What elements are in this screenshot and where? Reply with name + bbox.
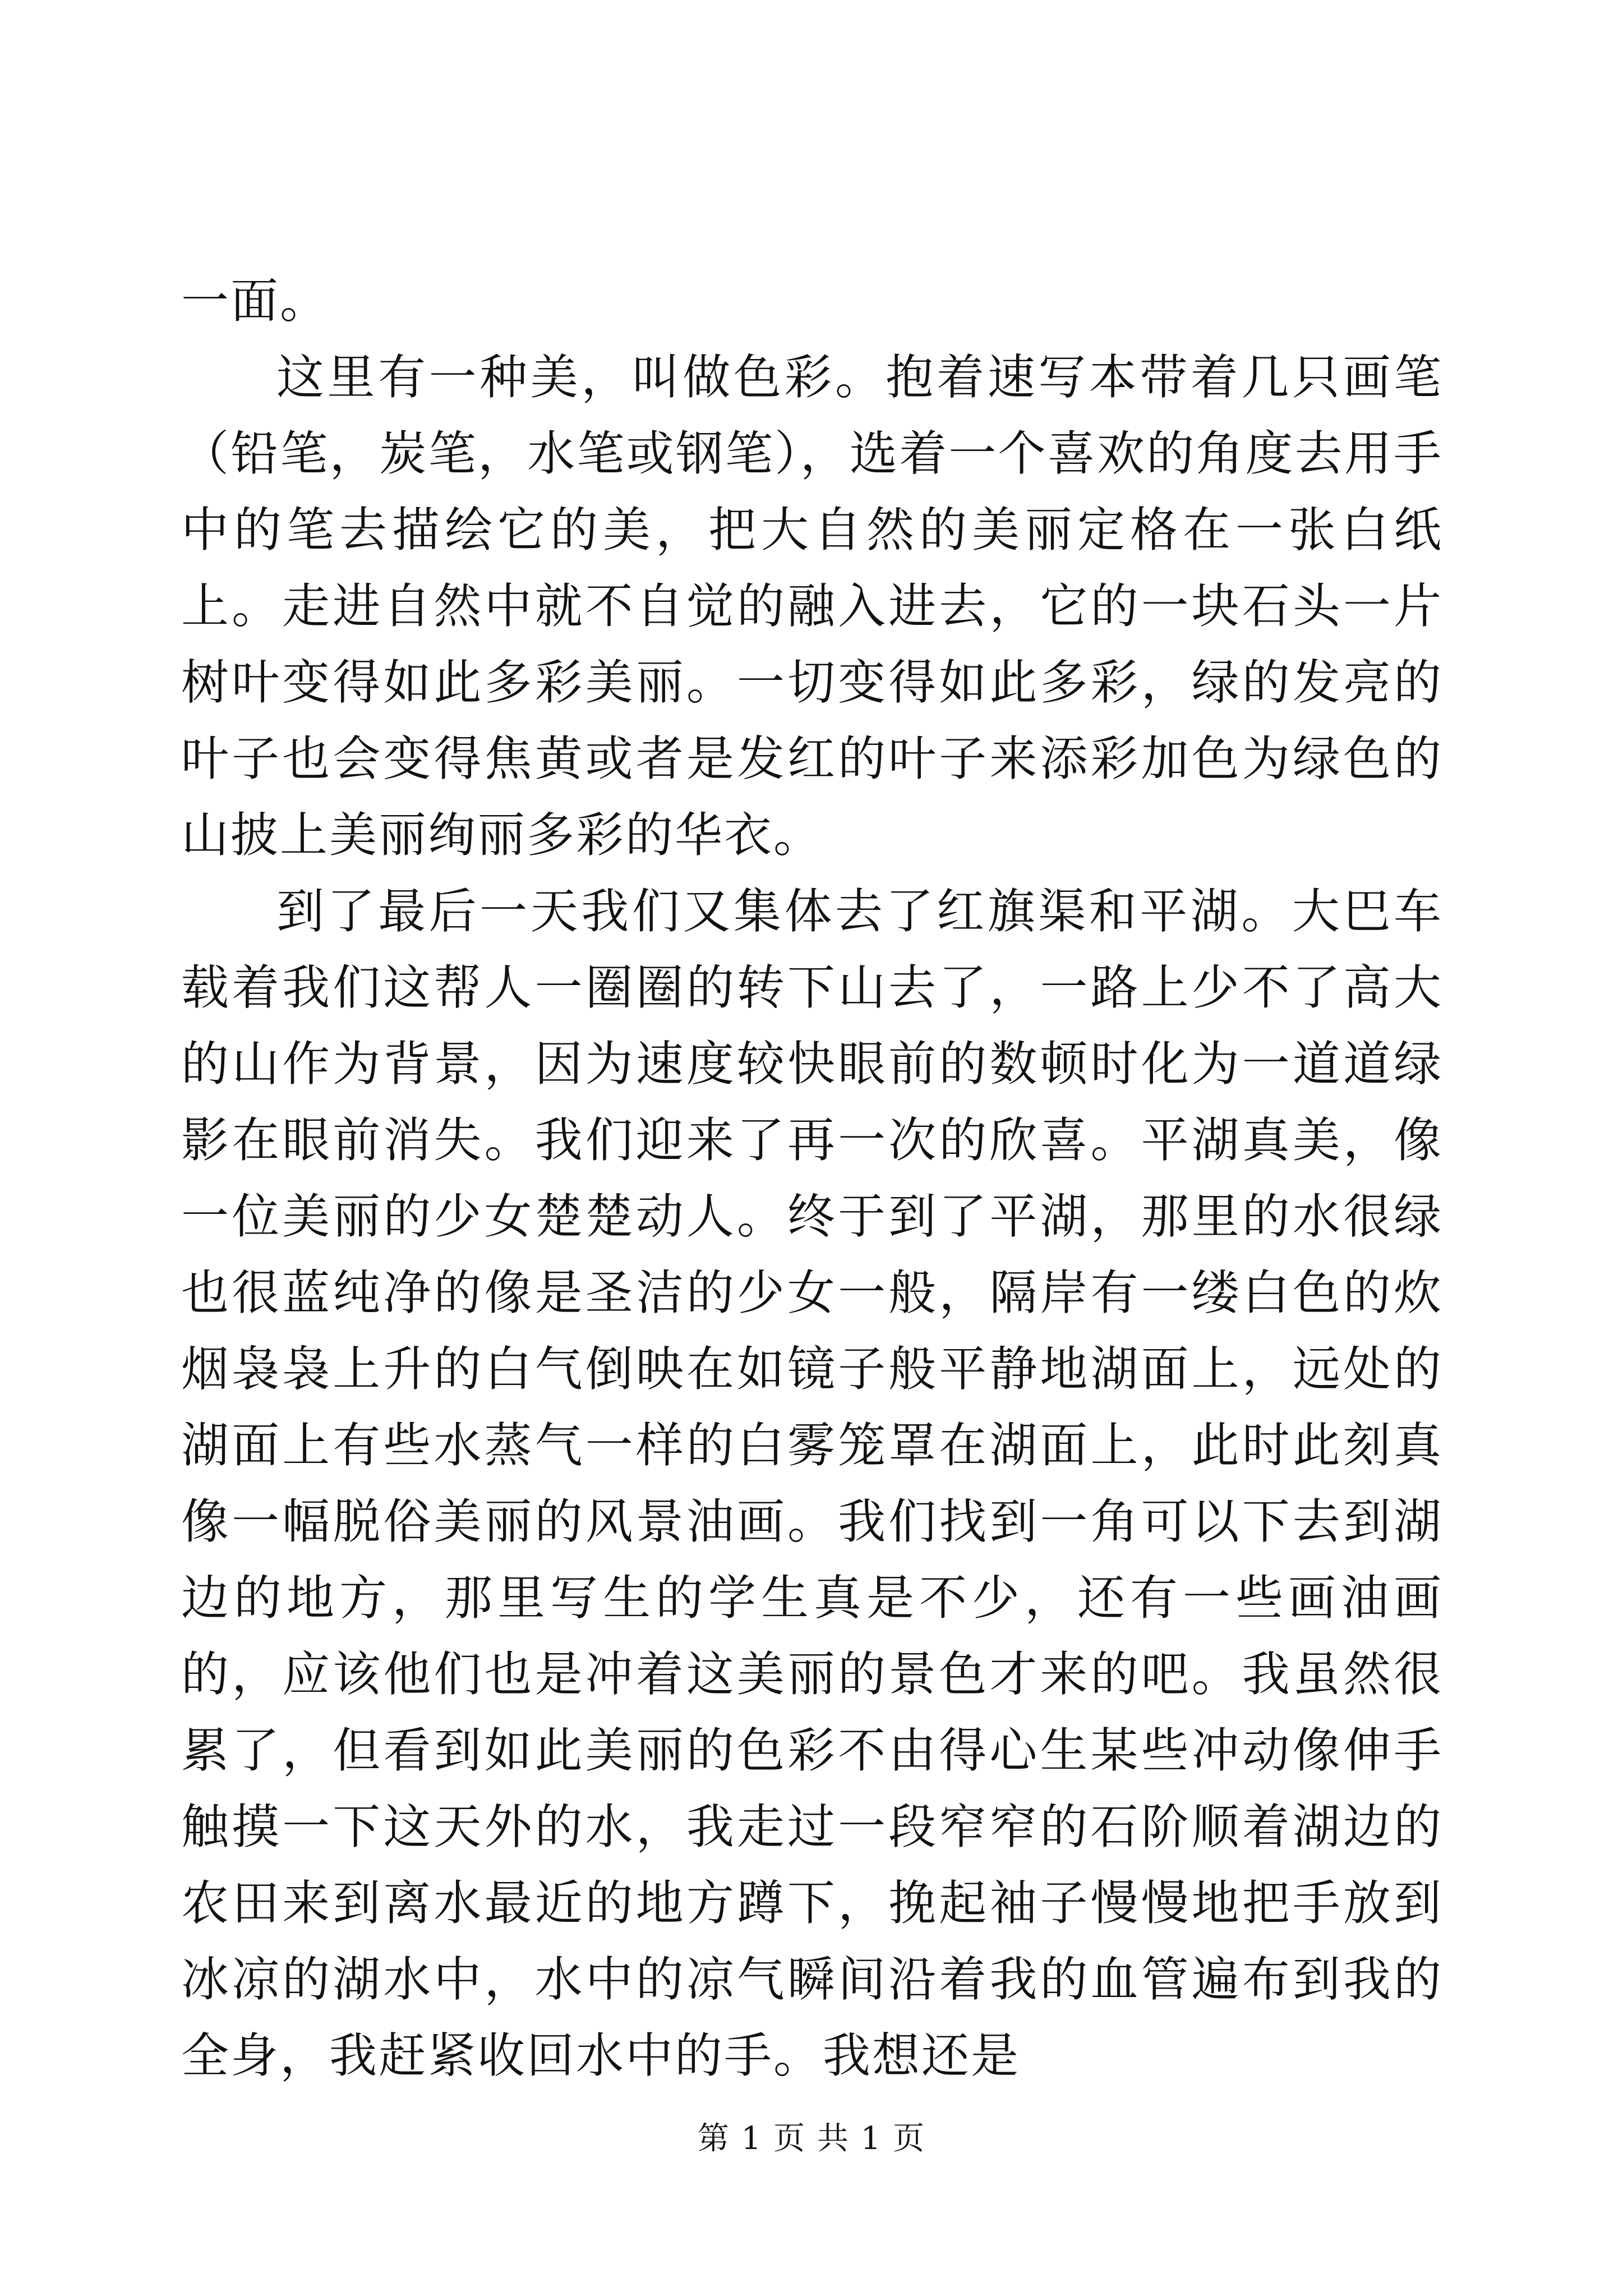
paragraph-pinghu-lake: 到了最后一天我们又集体去了红旗渠和平湖。大巴车载着我们这帮人一圈圈的转下山去了，一路上少不了高大的山作为背景，因为速度较快眼前的数顿时化为一道道绿影在眼前消失。我们迎来了再一次的欣喜。平湖真美，像一位美丽的少女楚楚动人。终于到了平湖，那里的水很绿也很蓝纯净的像是圣洁的少女一般，隔岸有一缕白色的炊烟袅袅上升的白气倒映在如镜子般平静地湖面上，远处的湖面上有些水蒸气一样的白雾笼罩在湖面上，此时此刻真像一幅脱俗美丽的风景油画。我们找到一角可以下去到湖边的地方，那里写生的学生真是不少，还有一些画油画的，应该他们也是冲着这美丽的景色才来的吧。我虽然很累了，但看到如此美丽的色彩不由得心生某些冲动像伸手触摸一下这天外的水，我走过一段窄窄的石阶顺着湖边的农田来到离水最近的地方蹲下，挽起袖子慢慢地把手放到冰凉的湖水中，水中的凉气瞬间沿着我的血管遍布到我的全身，我赶紧收回水中的手。我想还是 <box>181 884 1443 2084</box>
page-number-footer: 第 1 页 共 1 页 <box>697 2120 926 2157</box>
body-text <box>181 264 1443 2095</box>
paragraph-continuation: 一面。 <box>181 274 330 329</box>
paragraph-color-beauty: 这里有一种美，叫做色彩。抱着速写本带着几只画笔（铅笔，炭笔，水笔或钢笔），选着一个喜欢的角度去用手中的笔去描绘它的美，把大自然的美丽定格在一张白纸上。走进自然中就不自觉的融入进去，它的一块石头一片树叶变得如此多彩美丽。一切变得如此多彩，绿的发亮的叶子也会变得焦黄或者是发红的叶子来添彩加色为绿色的山披上美丽绚丽多彩的华衣。 <box>181 350 1443 863</box>
